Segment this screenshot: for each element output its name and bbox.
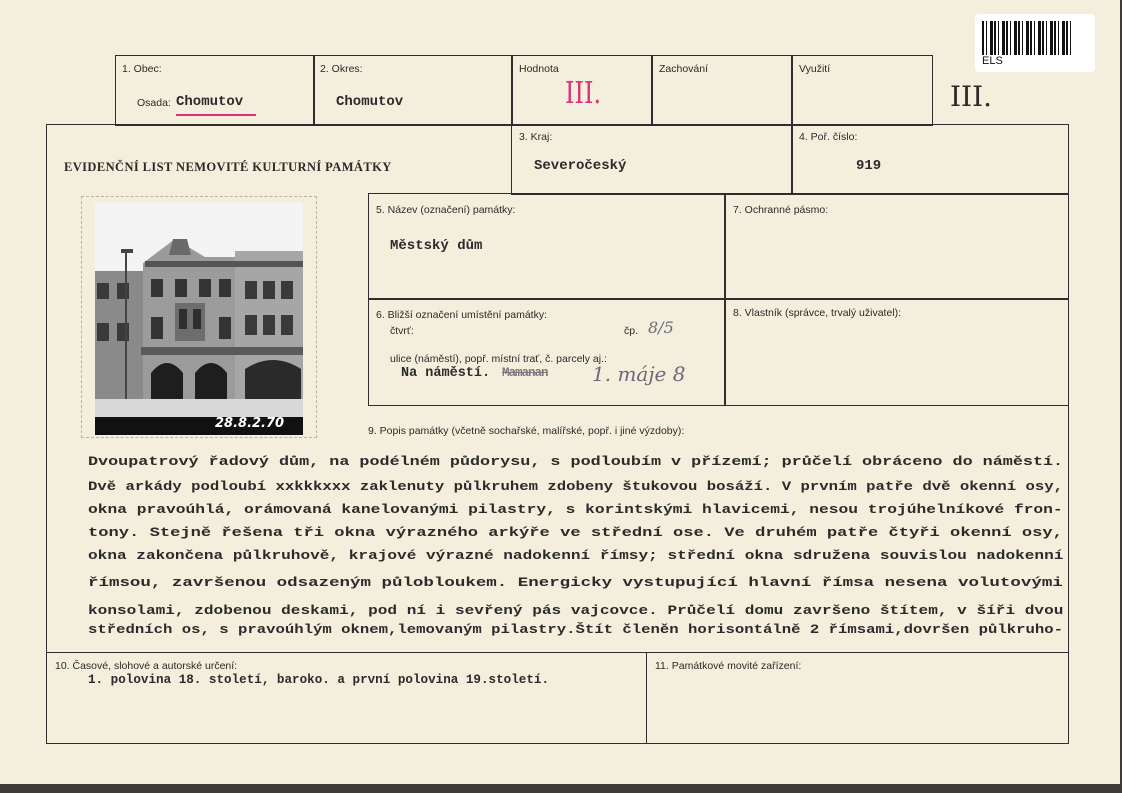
ulice-value: Na náměstí. [401, 366, 491, 381]
nazev-value: Městský dům [390, 238, 483, 254]
popis-label: 9. Popis památky (včetně sochařské, malířské, popř. i jiné výzdoby): [368, 425, 685, 437]
casove-label: 10. Časové, slohové a autorské určení: [55, 660, 238, 672]
kraj-label: 3. Kraj: [519, 131, 553, 143]
ulice-label: ulice (náměstí), popř. místní trať, č. parcely aj.: [390, 353, 607, 365]
popis-line: Dvě arkády podloubí xxkkkxxx zaklenuty půlkruhem zdobeny štukovou bosáží. V prvním patře dvě okenní osy, [88, 480, 1063, 494]
popis-line: tony. Stejně řešena tři okna výrazného arkýře ve střední ose. Ve druhém patře čtyři okenní osy, [88, 526, 1063, 540]
por-cislo-value: 919 [856, 158, 882, 174]
barcode-sticker [975, 14, 1095, 72]
popis-line: středních os, s pravoúhlým oknem,lemovaným pilastry.Štít členěn horisontálně 2 římsami,dovršen půlkruho- [88, 623, 1063, 637]
barcode-bars [982, 21, 1074, 55]
barcode-code: ELS [982, 55, 1003, 67]
umisteni-label: 6. Bližší označení umístění památky: [376, 309, 547, 321]
cp-value: 8/5 [648, 318, 674, 337]
popis-line: okna zakončena půlkruhově, krajové výrazné nadokenní římsy; střední okna sdružena souvislou nadokenní [88, 549, 1064, 563]
popis-line: konsolami, zdobenou deskami, pod ní i sevřený pás vajcovce. Průčelí domu završeno štítem, v šíři dvou [88, 604, 1064, 618]
por-cislo-label: 4. Poř. číslo: [799, 131, 858, 143]
nazev-label: 5. Název (označení) památky: [376, 204, 516, 216]
kraj-value: Severočeský [534, 158, 627, 174]
ctvrt-label: čtvrť: [390, 325, 414, 337]
corner-mark: III. [950, 80, 993, 113]
building-photo [95, 203, 303, 435]
ulice-handwritten: 1. máje 8 [592, 362, 686, 386]
casove-value: 1. polovina 18. století, baroko. a první polovina 19.století. [88, 673, 550, 687]
osada-value: Chomutov [176, 94, 244, 110]
movite-label: 11. Památkové movité zařízení: [655, 660, 802, 672]
hodnota-value: III. [565, 76, 602, 111]
okres-value: Chomutov [336, 94, 404, 110]
ochranne-label: 7. Ochranné pásmo: [733, 204, 829, 216]
form-title: EVIDENČNÍ LIST NEMOVITÉ KULTURNÍ PAMÁTKY [64, 160, 392, 174]
zachovani-label: Zachování [659, 63, 709, 75]
bottom-divider [646, 652, 647, 744]
osada-underline [176, 114, 256, 116]
popis-line: římsou, završenou odsazeným půlobloukem. Energicky vystupující hlavní římsa nesena volutovými [88, 576, 1063, 590]
hodnota-label: Hodnota [519, 63, 559, 75]
okres-label: 2. Okres: [320, 63, 363, 75]
cp-label: čp. [624, 325, 639, 337]
popis-line: Dvoupatrový řadový dům, na podélném půdorysu, s podloubím v přízemí; průčelí obráceno do náměstí. [88, 455, 1064, 469]
popis-line: okna pravoúhlá, orámovaná kanelovanými pilastry, s korintskými hlavicemi, nesou trojúhelníkové fron- [88, 503, 1063, 517]
ulice-struck: Mamanan [502, 366, 548, 380]
vlastnik-label: 8. Vlastník (správce, trvalý uživatel): [733, 307, 902, 319]
vyuziti-label: Využití [799, 63, 831, 75]
building-photo-image [95, 203, 303, 435]
osada-label: Osada: [137, 97, 171, 109]
obec-label: 1. Obec: [122, 63, 162, 75]
photo-caption: 28.8.2.70 [215, 416, 285, 431]
description-bottom-rule [46, 652, 1069, 653]
